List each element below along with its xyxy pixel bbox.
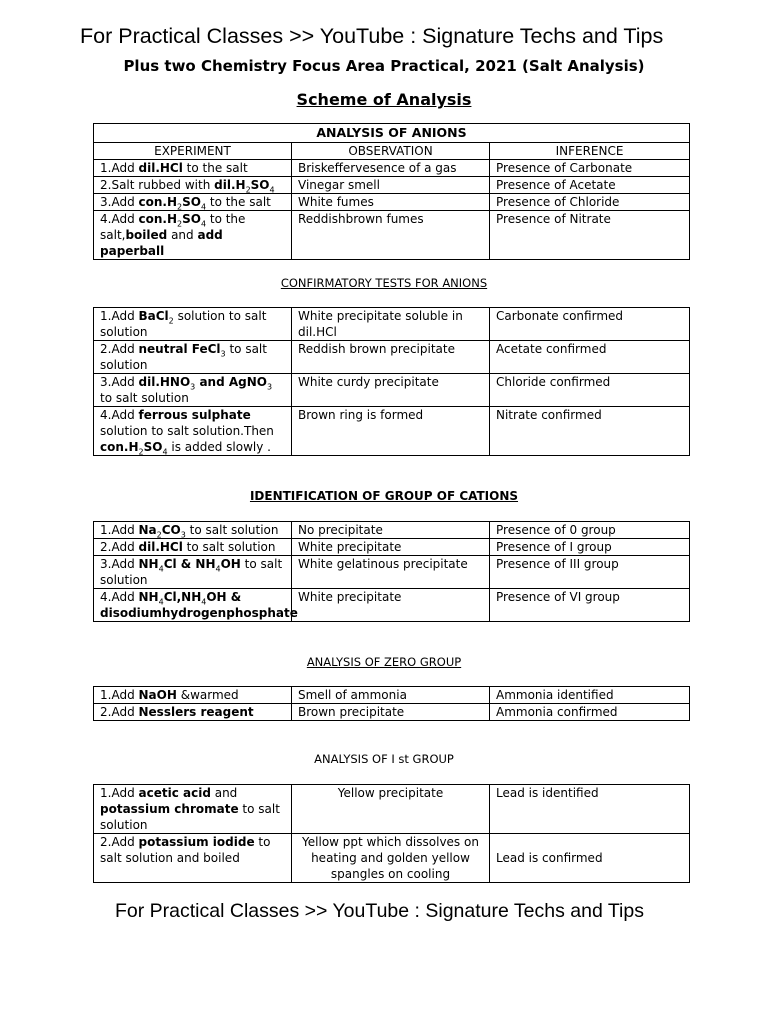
- observation-cell: White precipitate soluble in dil.HCl: [292, 308, 490, 341]
- table-row: [94, 160, 690, 177]
- observation-cell: Smell of ammonia: [292, 687, 490, 704]
- table-row: [94, 589, 690, 622]
- page-title: Plus two Chemistry Focus Area Practical, 2021 (Salt Analysis): [123, 57, 645, 75]
- confirmatory-heading: CONFIRMATORY TESTS FOR ANIONS: [280, 276, 488, 290]
- observation-cell: No precipitate: [292, 522, 490, 539]
- inference-cell: Presence of 0 group: [490, 522, 690, 539]
- experiment-cell: 1.Add acetic acid and potassium chromate to salt solution: [94, 785, 292, 834]
- inference-cell: Ammonia confirmed: [490, 704, 690, 721]
- experiment-cell: 2.Add Nesslers reagent: [94, 704, 292, 721]
- experiment-cell: 2.Add neutral FeCl$_3$ to salt solution: [94, 341, 292, 374]
- observation-cell: White precipitate: [292, 539, 490, 556]
- observation-cell: Yellow precipitate: [292, 785, 490, 834]
- youtube-banner-bottom: For Practical Classes >> YouTube : Signature Techs and Tips: [115, 900, 644, 922]
- inference-cell: Acetate confirmed: [490, 341, 690, 374]
- inference-cell: Presence of VI group: [490, 589, 690, 622]
- confirmatory-table: [93, 307, 690, 456]
- table-row: [94, 211, 690, 260]
- table-row: [94, 194, 690, 211]
- inference-cell: Chloride confirmed: [490, 374, 690, 407]
- header-observation: OBSERVATION: [292, 143, 490, 160]
- experiment-cell: 3.Add $con.H_2SO_4$ to the salt: [94, 194, 292, 211]
- table-row: [94, 407, 690, 456]
- experiment-cell: 2.Add dil.HCl to salt solution: [94, 539, 292, 556]
- observation-cell: Vinegar smell: [292, 177, 490, 194]
- inference-cell: Presence of III group: [490, 556, 690, 589]
- cation-group-heading: IDENTIFICATION OF GROUP OF CATIONS: [249, 489, 519, 503]
- experiment-cell: 1.Add NaOH &warmed: [94, 687, 292, 704]
- observation-cell: White fumes: [292, 194, 490, 211]
- experiment-cell: 1.Add BaCl$_2$ solution to salt solution: [94, 308, 292, 341]
- observation-cell: White gelatinous precipitate: [292, 556, 490, 589]
- inference-cell: Lead is confirmed: [490, 834, 690, 883]
- observation-cell: Briskeffervesence of a gas: [292, 160, 490, 177]
- inference-cell: Presence of I group: [490, 539, 690, 556]
- first-group-heading: ANALYSIS OF I st GROUP: [314, 752, 454, 766]
- header-inference: INFERENCE: [490, 143, 690, 160]
- experiment-cell: 4.Add ferrous sulphate solution to salt solution.Then $con.H_2SO_4$ is added slowly .: [94, 407, 292, 456]
- experiment-cell: 4.Add $con.H_2SO_4$ to the salt,boiled and add paperball: [94, 211, 292, 260]
- experiment-cell: 2.Salt rubbed with $dil.H_2SO_4$: [94, 177, 292, 194]
- observation-cell: Brown ring is formed: [292, 407, 490, 456]
- experiment-cell: 2.Add potassium iodide to salt solution and boiled: [94, 834, 292, 883]
- observation-cell: Brown precipitate: [292, 704, 490, 721]
- header-experiment: EXPERIMENT: [94, 143, 292, 160]
- table-row: [94, 687, 690, 704]
- zero-group-heading: ANALYSIS OF ZERO GROUP: [306, 655, 462, 669]
- observation-cell: White curdy precipitate: [292, 374, 490, 407]
- table-row: [94, 177, 690, 194]
- inference-cell: Presence of Carbonate: [490, 160, 690, 177]
- experiment-cell: 1.Add dil.HCl to the salt: [94, 160, 292, 177]
- scheme-heading: Scheme of Analysis: [296, 90, 472, 109]
- observation-cell: Reddish brown precipitate: [292, 341, 490, 374]
- experiment-cell: 1.Add $Na_2CO_3$ to salt solution: [94, 522, 292, 539]
- table-row: [94, 522, 690, 539]
- observation-cell: Yellow ppt which dissolves on heating and golden yellow spangles on cooling: [292, 834, 490, 883]
- experiment-cell: 4.Add $NH_4Cl,NH_4OH$ & disodiumhydrogenphosphate: [94, 589, 292, 622]
- youtube-banner-top: For Practical Classes >> YouTube : Signature Techs and Tips: [80, 24, 664, 48]
- table-row: [94, 341, 690, 374]
- inference-cell: Lead is identified: [490, 785, 690, 834]
- table-row: [94, 308, 690, 341]
- inference-cell: Nitrate confirmed: [490, 407, 690, 456]
- table-row: [94, 556, 690, 589]
- inference-cell: Presence of Nitrate: [490, 211, 690, 260]
- experiment-cell: 3.Add $dil.HNO_3$ and AgNO$_3$ to salt solution: [94, 374, 292, 407]
- table-row: [94, 704, 690, 721]
- cation-group-table: [93, 521, 690, 622]
- inference-cell: Carbonate confirmed: [490, 308, 690, 341]
- anions-caption: ANALYSIS OF ANIONS: [94, 124, 690, 143]
- inference-cell: Presence of Acetate: [490, 177, 690, 194]
- anions-table: [93, 123, 690, 260]
- first-group-table: [93, 784, 690, 883]
- inference-cell: Presence of Chloride: [490, 194, 690, 211]
- table-row: [94, 539, 690, 556]
- inference-cell: Ammonia identified: [490, 687, 690, 704]
- table-row: [94, 834, 690, 883]
- table-row: [94, 374, 690, 407]
- experiment-cell: 3.Add $NH_4Cl$ & $NH_4OH$ to salt solution: [94, 556, 292, 589]
- observation-cell: White precipitate: [292, 589, 490, 622]
- zero-group-table: [93, 686, 690, 721]
- observation-cell: Reddishbrown fumes: [292, 211, 490, 260]
- table-row: [94, 785, 690, 834]
